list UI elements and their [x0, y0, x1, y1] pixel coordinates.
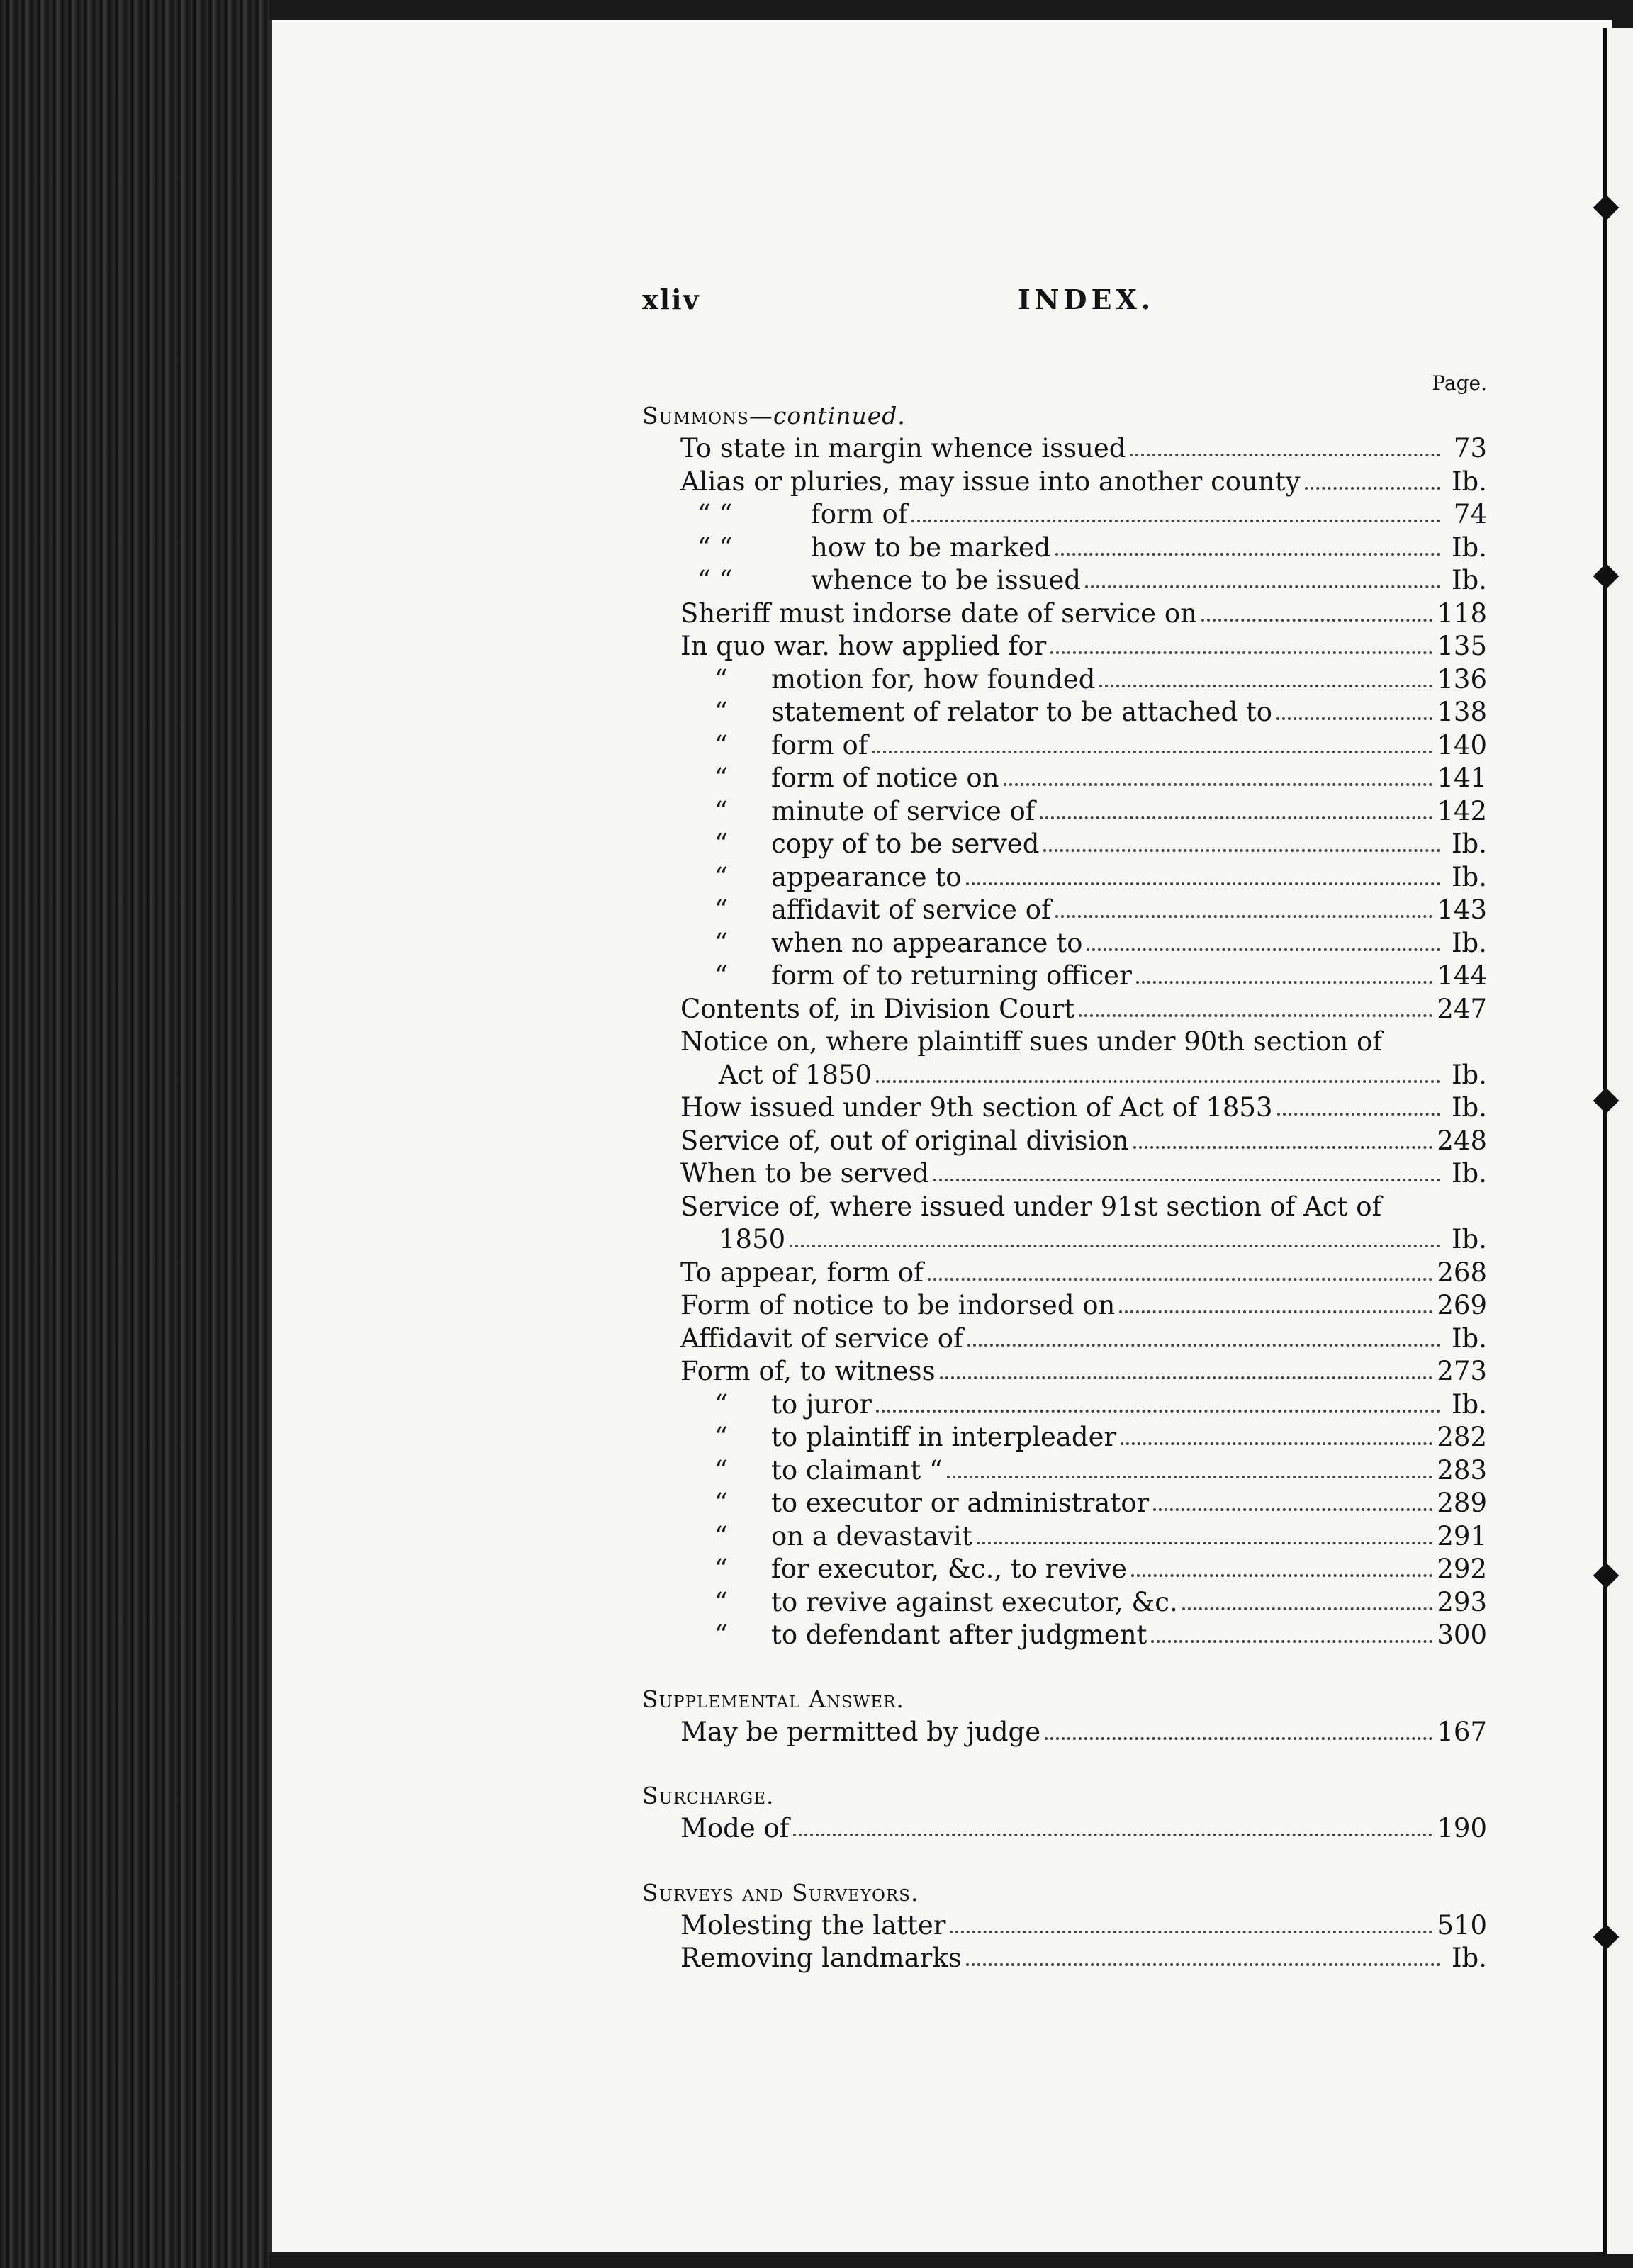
entry-text: form of — [771, 729, 868, 760]
entry-text-line: Notice on, where plaintiff sues under 90th section of — [680, 1026, 1382, 1057]
dot-leader — [911, 520, 1440, 522]
page-header — [642, 284, 1155, 333]
entry-text: minute of service of — [771, 795, 1036, 826]
ditto-mark: “ — [714, 1520, 728, 1551]
index-entry — [642, 1487, 1487, 1520]
entry-text: appearance to — [771, 861, 962, 892]
entry-text: form of — [811, 499, 908, 529]
page-reference: 135 — [1437, 631, 1487, 661]
dot-leader — [1055, 915, 1433, 918]
index-entry — [642, 960, 1487, 993]
index-entry — [642, 1553, 1487, 1586]
ditto-mark: “ — [714, 763, 728, 793]
page-reference: 283 — [1437, 1454, 1487, 1486]
section-heading-text: Supplemental Answer. — [642, 1685, 904, 1713]
page-reference: Ib. — [1451, 1323, 1487, 1354]
entry-text: Mode of — [680, 1813, 790, 1843]
dot-leader — [1276, 717, 1432, 720]
page-reference: 138 — [1437, 697, 1487, 727]
entry-text: on a devastavit — [771, 1520, 972, 1551]
dot-leader — [1043, 849, 1440, 852]
page-reference: 140 — [1437, 729, 1487, 760]
ditto-mark: “ “ — [697, 499, 733, 529]
ditto-mark: “ — [714, 1619, 728, 1650]
page-reference: 190 — [1437, 1813, 1487, 1843]
dot-leader — [1121, 1442, 1432, 1445]
ditto-mark: “ — [714, 1454, 728, 1486]
page-reference: 268 — [1437, 1257, 1487, 1288]
page-reference: 248 — [1437, 1125, 1487, 1156]
index-entry — [642, 828, 1487, 861]
entry-text: To state in margin whence issued — [680, 433, 1126, 464]
entry-text: Alias or pluries, may issue into another county — [680, 466, 1301, 497]
dot-leader — [876, 1080, 1440, 1083]
entry-text: motion for, how founded — [771, 663, 1096, 695]
page-reference: 269 — [1437, 1290, 1487, 1320]
page-reference: 141 — [1437, 763, 1487, 793]
index-entry — [642, 1454, 1487, 1488]
page-reference: 292 — [1437, 1554, 1487, 1584]
entry-text: statement of relator to be attached to — [771, 697, 1273, 727]
entry-text: how to be marked — [811, 532, 1051, 563]
dot-leader — [1131, 1574, 1432, 1577]
dot-leader — [1136, 981, 1433, 984]
index-section — [642, 400, 1487, 1652]
dot-leader — [1305, 487, 1440, 490]
dot-leader — [1079, 1014, 1432, 1017]
ditto-mark: “ — [714, 829, 728, 859]
index-section — [642, 1780, 1487, 1846]
dot-leader — [966, 1963, 1440, 1966]
dot-leader — [1119, 1310, 1432, 1313]
dot-leader — [876, 1410, 1440, 1413]
page-reference: 247 — [1437, 993, 1487, 1024]
entry-text: to plaintiff in interpleader — [771, 1422, 1117, 1452]
running-title: INDEX. — [1018, 284, 1155, 315]
page-number: xliv — [642, 284, 700, 315]
index-section — [642, 1877, 1487, 1975]
page-reference: 167 — [1437, 1716, 1487, 1747]
page-reference: Ib. — [1451, 565, 1487, 595]
dot-leader — [1045, 1737, 1432, 1740]
section-heading-text: Surcharge. — [642, 1782, 775, 1809]
dot-leader — [1099, 685, 1432, 687]
facing-page-edge — [1603, 28, 1633, 2254]
index-entry — [642, 1323, 1487, 1356]
section-heading-text: Surveys and Surveyors. — [642, 1878, 919, 1907]
index-entry — [642, 630, 1487, 663]
index-entry — [642, 927, 1487, 960]
index-entry — [642, 1223, 1487, 1257]
continued-label: —continued. — [748, 402, 906, 430]
entry-text: when no appearance to — [771, 927, 1083, 958]
dot-leader — [1133, 1146, 1433, 1149]
ditto-mark: “ — [714, 1422, 728, 1452]
dot-leader — [1040, 816, 1433, 819]
index-entry — [642, 532, 1487, 565]
page-reference: Ib. — [1451, 532, 1487, 563]
page-reference: 282 — [1437, 1422, 1487, 1452]
page-reference: 143 — [1437, 894, 1487, 925]
entry-text: form of to returning officer — [771, 960, 1132, 991]
ditto-mark: “ — [714, 1586, 728, 1617]
index-entry — [642, 1125, 1487, 1158]
ditto-mark: “ — [714, 960, 728, 991]
ditto-mark: “ — [714, 729, 728, 760]
ditto-mark: “ “ — [697, 532, 733, 563]
entry-text: whence to be issued — [811, 565, 1082, 595]
ditto-mark: “ — [714, 1388, 728, 1420]
index-entry — [642, 1520, 1487, 1554]
dot-leader — [1085, 585, 1440, 588]
page-reference: Ib. — [1451, 1388, 1487, 1420]
index-entry — [642, 1091, 1487, 1125]
dot-leader — [1087, 948, 1440, 951]
index-entry — [642, 1421, 1487, 1454]
page-reference: Ib. — [1451, 1224, 1487, 1254]
index-section — [642, 1683, 1487, 1749]
dot-leader — [1153, 1508, 1432, 1511]
page-reference: 144 — [1437, 960, 1487, 991]
page-reference: Ib. — [1451, 829, 1487, 859]
dot-leader — [928, 1278, 1433, 1281]
entry-text: to defendant after judgment — [771, 1619, 1147, 1650]
dot-leader — [1151, 1640, 1432, 1643]
dot-leader — [1277, 1113, 1440, 1116]
index-entry — [642, 564, 1487, 597]
entry-text: To appear, form of — [680, 1257, 924, 1288]
dot-leader — [1055, 553, 1440, 556]
ditto-mark: “ — [714, 1554, 728, 1584]
entry-text: May be permitted by judge — [680, 1716, 1041, 1747]
index-entry — [642, 1942, 1487, 1975]
entry-text: Service of, out of original division — [680, 1125, 1129, 1156]
page-reference: 293 — [1437, 1586, 1487, 1617]
page-reference: 74 — [1453, 499, 1487, 529]
dot-leader — [977, 1542, 1433, 1544]
section-heading — [642, 1683, 1487, 1716]
entry-text: copy of to be served — [771, 829, 1040, 859]
dot-leader — [1201, 619, 1432, 622]
page-reference: Ib. — [1451, 927, 1487, 958]
index-entry — [642, 1909, 1487, 1943]
section-heading-text: Summons — [642, 402, 749, 430]
book-spine — [0, 0, 269, 2268]
index-entry — [642, 729, 1487, 763]
index-entry — [642, 663, 1487, 697]
entry-text: form of notice on — [771, 763, 999, 793]
ditto-mark: “ — [714, 1488, 728, 1518]
index-entry — [642, 1289, 1487, 1323]
entry-text: Affidavit of service of — [680, 1323, 963, 1354]
ditto-mark: “ — [714, 861, 728, 892]
index-entry — [642, 1059, 1487, 1092]
dot-leader — [793, 1834, 1432, 1836]
dot-leader — [933, 1179, 1440, 1181]
page-reference: 300 — [1437, 1619, 1487, 1650]
index-entry — [642, 466, 1487, 499]
page-reference: 289 — [1437, 1488, 1487, 1518]
page-reference: 273 — [1437, 1356, 1487, 1386]
index-entry — [642, 1355, 1487, 1388]
index-entry — [642, 795, 1487, 829]
index-entry — [642, 1157, 1487, 1191]
index-entry — [642, 432, 1487, 466]
dot-leader — [950, 1931, 1432, 1933]
entry-text: to juror — [771, 1388, 872, 1420]
section-heading — [642, 1780, 1487, 1812]
entry-text: 1850 — [719, 1224, 786, 1254]
page-reference: Ib. — [1451, 1059, 1487, 1090]
entry-text: Molesting the latter — [680, 1909, 946, 1941]
ditto-mark: “ — [714, 927, 728, 958]
index-entry — [642, 762, 1487, 795]
page-reference: Ib. — [1451, 1943, 1487, 1973]
page-reference: Ib. — [1451, 466, 1487, 497]
entry-text: Form of notice to be indorsed on — [680, 1290, 1116, 1320]
page-reference: 136 — [1437, 663, 1487, 695]
dot-leader — [1004, 783, 1433, 786]
dot-leader — [1182, 1607, 1433, 1610]
dot-leader — [947, 1476, 1433, 1478]
page-column-label: Page. — [1432, 371, 1487, 395]
entry-text: for executor, &c., to revive — [771, 1554, 1127, 1584]
ditto-mark: “ — [714, 663, 728, 695]
entry-text: Removing landmarks — [680, 1943, 962, 1973]
index-entry — [642, 1257, 1487, 1290]
section-heading — [642, 400, 1487, 432]
index-entry — [642, 696, 1487, 729]
ditto-mark: “ — [714, 795, 728, 826]
index-entry — [642, 1619, 1487, 1652]
entry-text: When to be served — [680, 1158, 929, 1189]
ditto-mark: “ “ — [697, 565, 733, 595]
entry-text: to executor or administrator — [771, 1488, 1150, 1518]
index-entry — [642, 993, 1487, 1026]
entry-text: Sheriff must indorse date of service on — [680, 597, 1197, 629]
index-entry — [642, 861, 1487, 894]
dot-leader — [967, 1344, 1440, 1347]
page-reference: Ib. — [1451, 1158, 1487, 1189]
page-reference: Ib. — [1451, 861, 1487, 892]
page-reference: Ib. — [1451, 1092, 1487, 1123]
section-heading — [642, 1877, 1487, 1909]
entry-text: to claimant “ — [771, 1454, 943, 1486]
dot-leader — [1130, 454, 1440, 456]
entry-text: How issued under 9th section of Act of 1853 — [680, 1092, 1273, 1123]
index-entry — [642, 498, 1487, 532]
entry-text: In quo war. how applied for — [680, 631, 1047, 661]
page-reference: 291 — [1437, 1520, 1487, 1551]
entry-text: Contents of, in Division Court — [680, 993, 1075, 1024]
dot-leader — [940, 1376, 1433, 1379]
page-reference: 142 — [1437, 795, 1487, 826]
page-reference: 73 — [1453, 433, 1487, 464]
page-reference: 118 — [1437, 597, 1487, 629]
ditto-mark: “ — [714, 894, 728, 925]
dot-leader — [1050, 651, 1432, 654]
index-entry — [642, 1716, 1487, 1749]
index-page-content — [642, 284, 1487, 1975]
entry-text: affidavit of service of — [771, 894, 1051, 925]
entry-text: to revive against executor, &c. — [771, 1586, 1178, 1617]
index-entry — [642, 1388, 1487, 1422]
index-entry — [642, 1812, 1487, 1846]
dot-leader — [790, 1245, 1440, 1247]
entry-text: Form of, to witness — [680, 1356, 936, 1386]
ditto-mark: “ — [714, 697, 728, 727]
index-entry — [642, 597, 1487, 631]
entry-text-line: Service of, where issued under 91st section of Act of — [680, 1191, 1382, 1222]
page-reference: 510 — [1437, 1909, 1487, 1941]
index-entry — [642, 894, 1487, 927]
dot-leader — [966, 882, 1441, 885]
dot-leader — [872, 751, 1432, 753]
entry-text: Act of 1850 — [719, 1059, 872, 1090]
index-entry — [642, 1586, 1487, 1619]
index-sections — [642, 400, 1487, 1975]
